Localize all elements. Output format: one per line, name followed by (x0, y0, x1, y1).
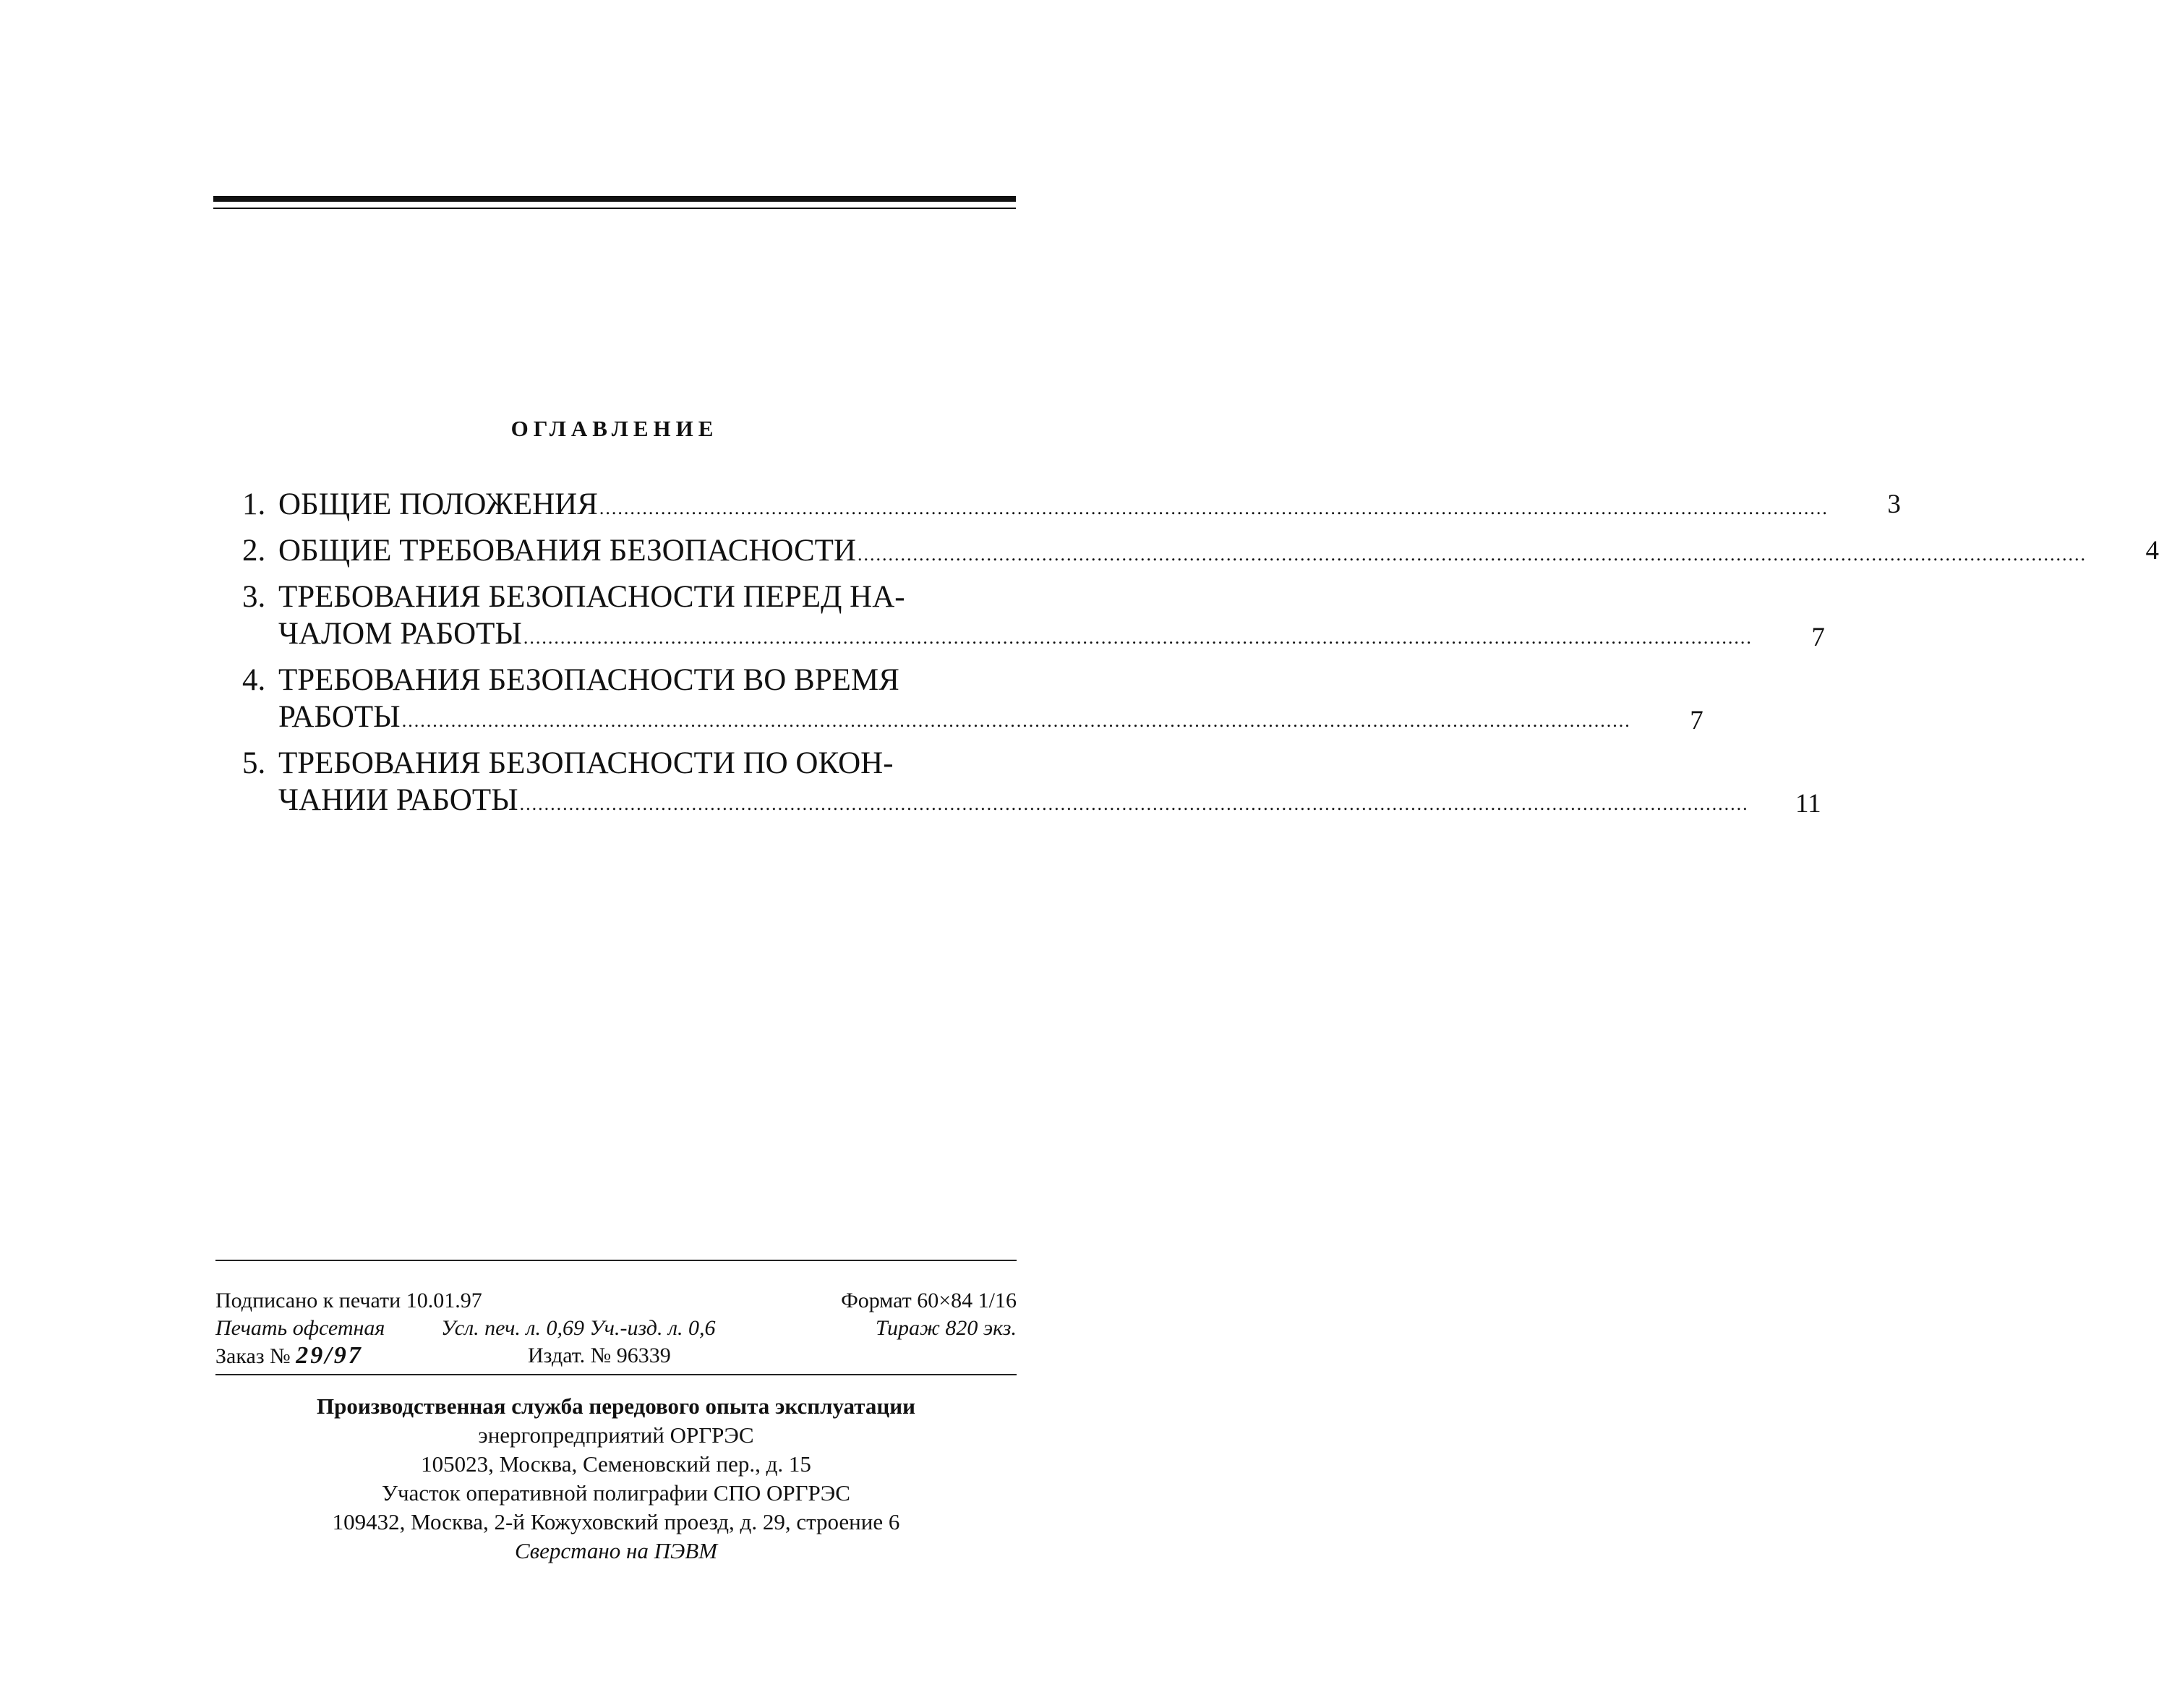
toc-entry-line: ТРЕБОВАНИЯ БЕЗОПАСНОСТИ ПЕРЕД НА- (278, 580, 905, 614)
toc-entry-body (278, 745, 1749, 822)
imprint-rule-bottom (215, 1374, 1017, 1375)
imprint-rule-top (215, 1260, 1017, 1261)
toc-entry-4 (242, 662, 1703, 739)
toc-entry-5 (242, 745, 1821, 822)
print-run: Тираж 820 экз. (876, 1316, 1017, 1340)
signed-date: Подписано к печати 10.01.97 (215, 1289, 482, 1312)
publisher-number: Издат. № 96339 (528, 1344, 671, 1367)
printer-address: 109432, Москва, 2-й Кожуховский проезд, д. 29, строение 6 (332, 1509, 900, 1534)
table-of-contents (242, 486, 2159, 828)
toc-entry-body (278, 486, 1829, 526)
top-rule-thick (213, 196, 1016, 202)
sheet-counts: Усл. печ. л. 0,69 Уч.-изд. л. 0,6 (441, 1316, 716, 1340)
toc-entry-body (278, 578, 1753, 656)
dot-leader: ........................................................................................................................................................................................................ (523, 627, 1753, 648)
publisher-name-cont: энергопредприятий ОРГРЭС (478, 1422, 754, 1448)
dot-leader: ........................................................................................................................................................................................................ (519, 793, 1749, 814)
order-number-handwritten: 29/97 (296, 1342, 363, 1369)
dot-leader: ........................................................................................................................................................................................................ (599, 498, 1829, 518)
toc-entry-page: 7 (1690, 706, 1703, 735)
imprint-row-3 (215, 1342, 1017, 1370)
toc-entry-title: ЧАНИИ РАБОТЫ (278, 783, 518, 817)
toc-entry-title: ОБЩИЕ ТРЕБОВАНИЯ БЕЗОПАСНОСТИ (278, 534, 857, 568)
publisher-address: 105023, Москва, Семеновский пер., д. 15 (421, 1451, 811, 1477)
toc-entry-line (278, 532, 2087, 573)
toc-entry-body (278, 532, 2087, 573)
toc-entry-body (278, 662, 1631, 739)
publisher-name: Производственная служба передового опыта эксплуатации (317, 1393, 915, 1419)
order-number (215, 1342, 363, 1370)
toc-entry-number: 5. (242, 746, 266, 780)
toc-heading: ОГЛАВЛЕНИЕ (510, 416, 719, 441)
order-label: Заказ № (215, 1344, 291, 1368)
typeset-note: Сверстано на ПЭВМ (514, 1538, 718, 1563)
colophon (215, 1392, 1017, 1566)
toc-entry-number: 4. (242, 663, 266, 697)
toc-entry-line: ТРЕБОВАНИЯ БЕЗОПАСНОСТИ ВО ВРЕМЯ (278, 663, 899, 697)
toc-entry-1 (242, 486, 1901, 526)
dot-leader: ........................................................................................................................................................................................................ (401, 710, 1631, 731)
imprint-row-1 (215, 1287, 1017, 1315)
toc-entry-line (278, 486, 1829, 526)
toc-entry-line (278, 615, 1753, 656)
toc-entry-line: ТРЕБОВАНИЯ БЕЗОПАСНОСТИ ПО ОКОН- (278, 746, 894, 780)
toc-entry-page: 7 (1811, 623, 1825, 652)
printer-name: Участок оперативной полиграфии СПО ОРГРЭС (382, 1480, 850, 1506)
imprint-row-2 (215, 1315, 1017, 1342)
imprint-block (215, 1287, 1017, 1370)
toc-entry-number: 2. (242, 534, 266, 568)
toc-entry-title: ОБЩИЕ ПОЛОЖЕНИЯ (278, 487, 598, 521)
toc-entry-number: 1. (242, 487, 266, 521)
toc-entry-line (278, 782, 1749, 822)
toc-entry-number: 3. (242, 580, 266, 614)
toc-entry-2 (242, 532, 2159, 573)
print-type: Печать офсетная (215, 1316, 385, 1340)
toc-entry-line (278, 699, 1631, 739)
toc-entry-title: РАБОТЫ (278, 700, 401, 734)
toc-entry-page: 4 (2145, 536, 2159, 565)
toc-entry-title: ЧАЛОМ РАБОТЫ (278, 617, 522, 651)
dot-leader: ........................................................................................................................................................................................................ (858, 544, 2087, 565)
toc-entry-page: 3 (1887, 490, 1901, 519)
toc-entry-page: 11 (1795, 789, 1821, 819)
paper-format: Формат 60×84 1/16 (841, 1289, 1017, 1312)
toc-entry-3 (242, 578, 1825, 656)
top-rule-thin (213, 208, 1016, 209)
